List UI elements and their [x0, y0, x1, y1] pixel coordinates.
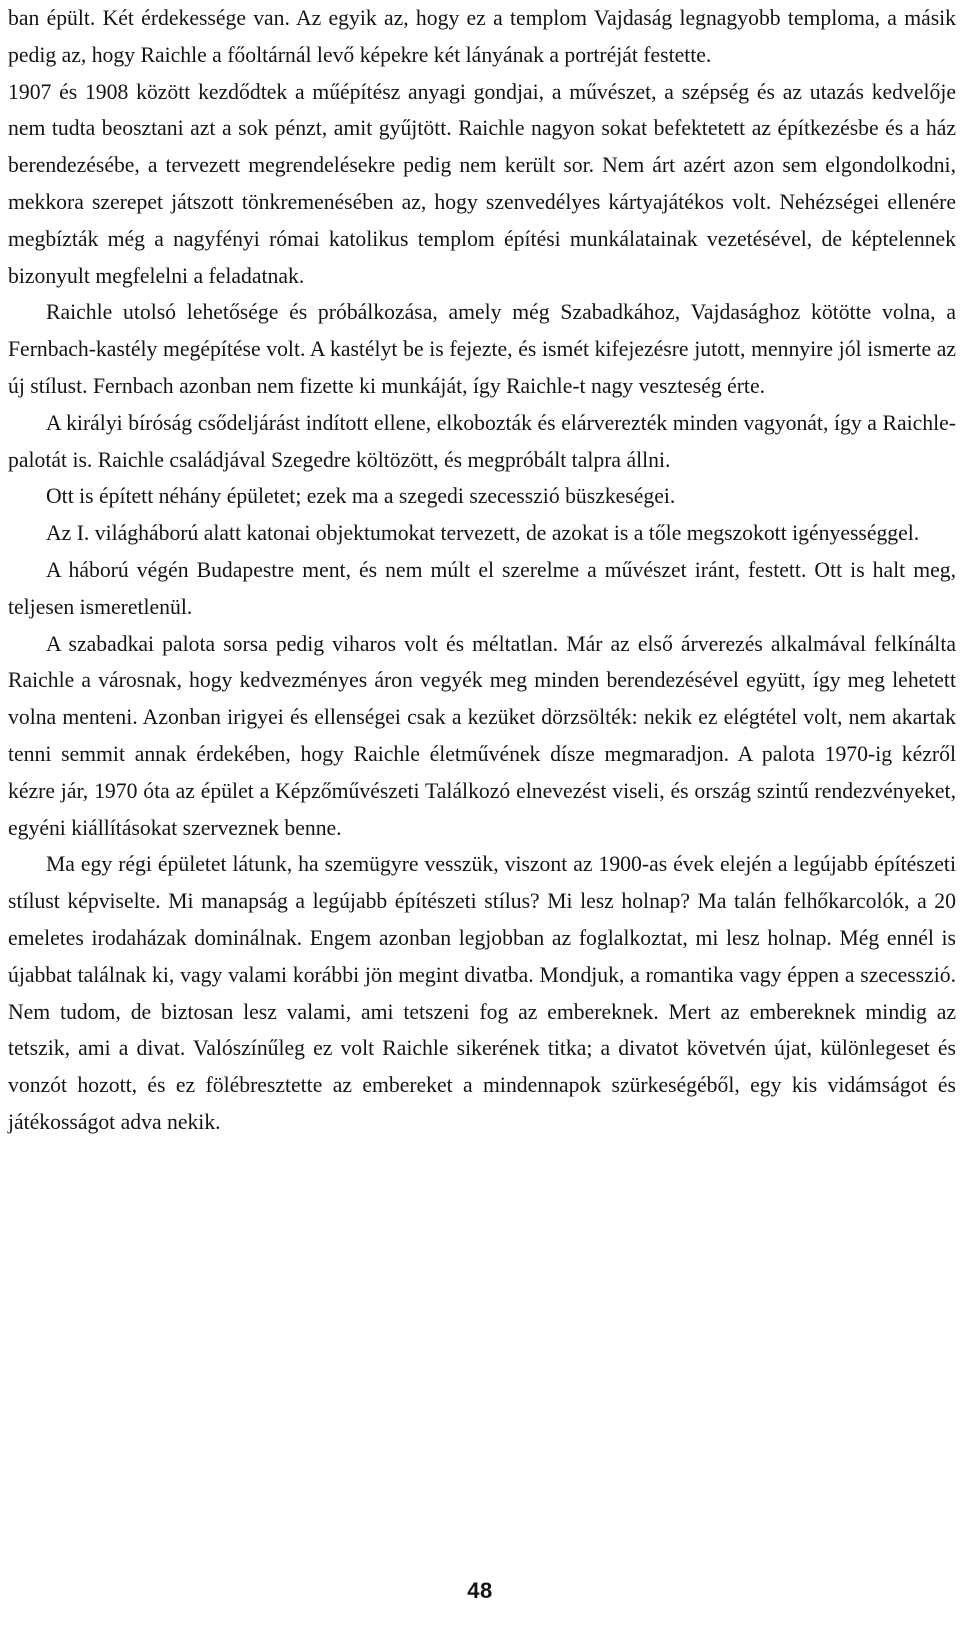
paragraph-7: A háború végén Budapestre ment, és nem múlt el szerelme a művészet iránt, festett. Ott is halt meg, teljesen ismeretlenül. — [8, 557, 956, 619]
page-body — [8, 0, 956, 1141]
paragraph-2: 1907 és 1908 között kezdődtek a műépítész anyagi gondjai, a művészet, a szépség és az utazás kedvelője nem tudta beosztani azt a sok pénzt, amit gyűjtött. Raichle nagyon sokat befektetett az építkezésbe és a ház berendezésébe, a tervezett megrendelésekre pedig nem került sor. Nem árt azért azon sem elgondolkodni, mekkora szerepet játszott tönkremenésében az, hogy szenvedélyes kártyajátékos volt. Nehézségei ellenére megbízták még a nagyfényi római katolikus templom építési munkálatainak vezetésével, de képtelennek bizonyult megfelelni a feladatnak. — [8, 79, 956, 288]
paragraph-6: Az I. világháború alatt katonai objektumokat tervezett, de azokat is a tőle megszokott igényességgel. — [46, 521, 920, 546]
paragraph-8: A szabadkai palota sorsa pedig viharos volt és méltatlan. Már az első árverezés alkalmával felkínálta Raichle a városnak, hogy kedvezményes áron vegyék meg minden berendezésével együtt, így meg lehetett volna menteni. Azonban irigyei és ellenségei csak a kezüket dörzsölték: nekik ez elégtétel volt, nem akartak tenni semmit annak érdekében, hogy Raichle életművének dísze megmaradjon. A palota 1970-ig kézről kézre jár, 1970 óta az épület a Képzőművészeti Találkozó elnevezést viseli, és ország szintű rendezvényeket, egyéni kiállításokat szerveznek benne. — [8, 631, 956, 840]
page-number: 48 — [467, 1578, 493, 1603]
paragraph-5: Ott is épített néhány épületet; ezek ma a szegedi szecesszió büszkeségei. — [46, 484, 676, 509]
paragraph-9: Ma egy régi épületet látunk, ha szemügyre vesszük, viszont az 1900-as évek elején a legújabb építészeti stílust képviselte. Mi manapság a legújabb építészeti stílus? Mi lesz holnap? Ma talán felhőkarcolók, a 20 emeletes irodaházak dominálnak. Engem azonban legjobban az foglalkoztat, mi lesz holnap. Még ennél is újabbat találnak ki, vagy valami korábbi jön megint divatba. Mondjuk, a romantika vagy éppen a szecesszió. Nem tudom, de biztosan lesz valami, ami tetszeni fog az embereknek. Mert az embereknek mindig az tetszik, ami a divat. Valószínűleg ez volt Raichle sikerének titka; a divatot követvén újat, különlegeset és vonzót hozott, és ez fölébresztette az embereket a mindennapok szürkeségéből, egy kis vidámságot és játékosságot adva nekik. — [8, 852, 956, 1134]
paragraph-4: A királyi bíróság csődeljárást indított ellene, elkobozták és elárverezték minden vagyonát, így a Raichle-palotát is. Raichle családjával Szegedre költözött, és megpróbált talpra állni. — [8, 410, 956, 472]
paragraph-3: Raichle utolsó lehetősége és próbálkozása, amely még Szabadkához, Vajdasághoz kötötte volna, a Fernbach-kastély megépítése volt. A kastélyt be is fejezte, és ismét kifejezésre jutott, mennyire jól ismerte az új stílust. Fernbach azonban nem fizette ki munkáját, így Raichle-t nagy veszteség érte. — [8, 300, 956, 398]
paragraph-1: ban épült. Két érdekessége van. Az egyik az, hogy ez a templom Vajdaság legnagyobb temploma, a másik pedig az, hogy Raichle a főoltárnál levő képekre két lányának a portréját festette. — [8, 6, 956, 67]
